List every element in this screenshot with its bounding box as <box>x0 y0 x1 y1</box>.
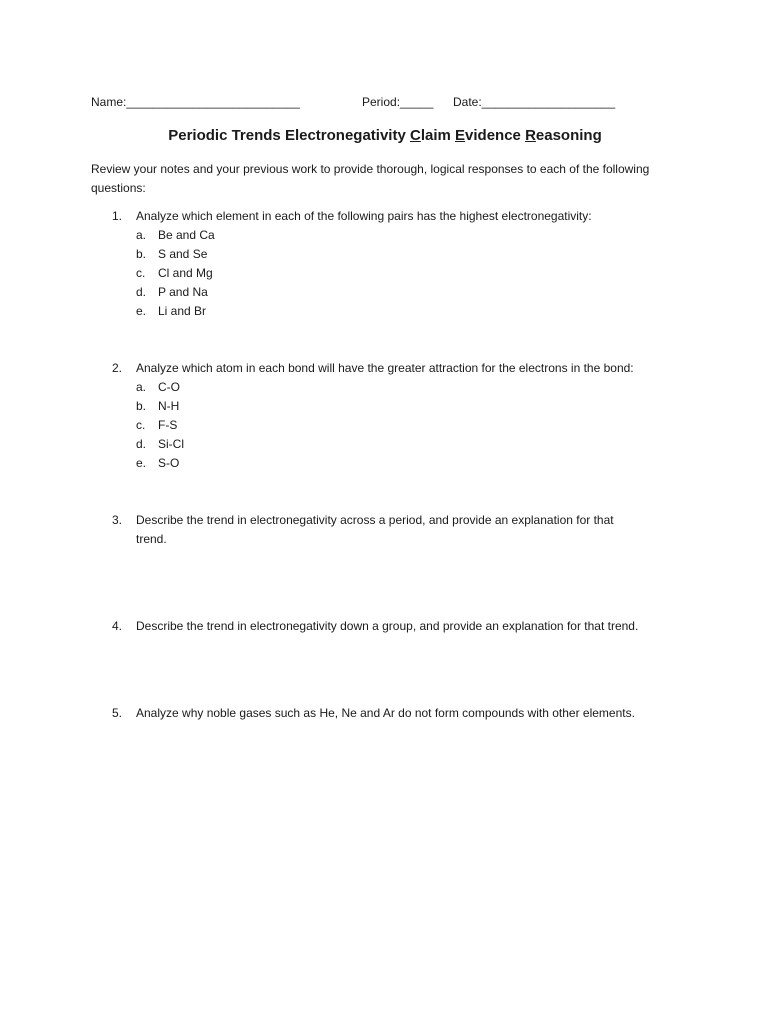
title-letter-c: C <box>409 127 421 144</box>
title-letter-e: E <box>455 127 466 144</box>
instructions: Review your notes and your previous work to provide thorough, logical responses to each of the following questions: <box>91 162 650 195</box>
question-3 <box>112 511 642 549</box>
list-item: c. Cl and Mg <box>136 266 213 280</box>
question-5 <box>112 704 692 723</box>
question-2 <box>112 359 692 473</box>
question-number: 4. <box>112 619 123 633</box>
list-item: c. F-S <box>136 418 178 432</box>
list-item: e. S-O <box>136 456 180 470</box>
list-item: a. Be and Ca <box>136 228 215 242</box>
question-number: 3. <box>112 513 123 527</box>
question-text: Analyze why noble gases such as He, Ne and Ar do not form compounds with other elements. <box>136 706 635 720</box>
answer-items <box>136 226 692 321</box>
question-text: Describe the trend in electronegativity across a period, and provide an explanation for that trend. <box>136 513 614 546</box>
question-number: 1. <box>112 209 123 223</box>
list-item: b. S and Se <box>136 247 208 261</box>
page-title: Periodic Trends Electronegativity Claim Evidence Reasoning <box>168 127 602 144</box>
question-number: 5. <box>112 706 123 720</box>
list-item: d. P and Na <box>136 285 208 299</box>
name-field[interactable]: Name:__________________________ <box>91 95 300 109</box>
date-field[interactable]: Date:____________________ <box>453 95 616 109</box>
list-item: b. N-H <box>136 399 180 413</box>
list-item: e. Li and Br <box>136 304 207 318</box>
question-text: Describe the trend in electronegativity down a group, and provide an explanation for that trend. <box>136 619 639 633</box>
answer-items <box>136 378 692 473</box>
period-field[interactable]: Period:_____ <box>362 95 434 109</box>
question-4 <box>112 617 692 636</box>
list-item: d. Si-Cl <box>136 437 184 451</box>
question-text: Analyze which atom in each bond will have the greater attraction for the electrons in the bond: <box>136 361 634 375</box>
question-text: Analyze which element in each of the following pairs has the highest electronegativity: <box>136 209 592 223</box>
question-1 <box>112 207 692 321</box>
list-item: a. C-O <box>136 380 180 394</box>
title-letter-r: R <box>525 127 536 144</box>
question-number: 2. <box>112 361 123 375</box>
header-fields <box>91 94 711 110</box>
